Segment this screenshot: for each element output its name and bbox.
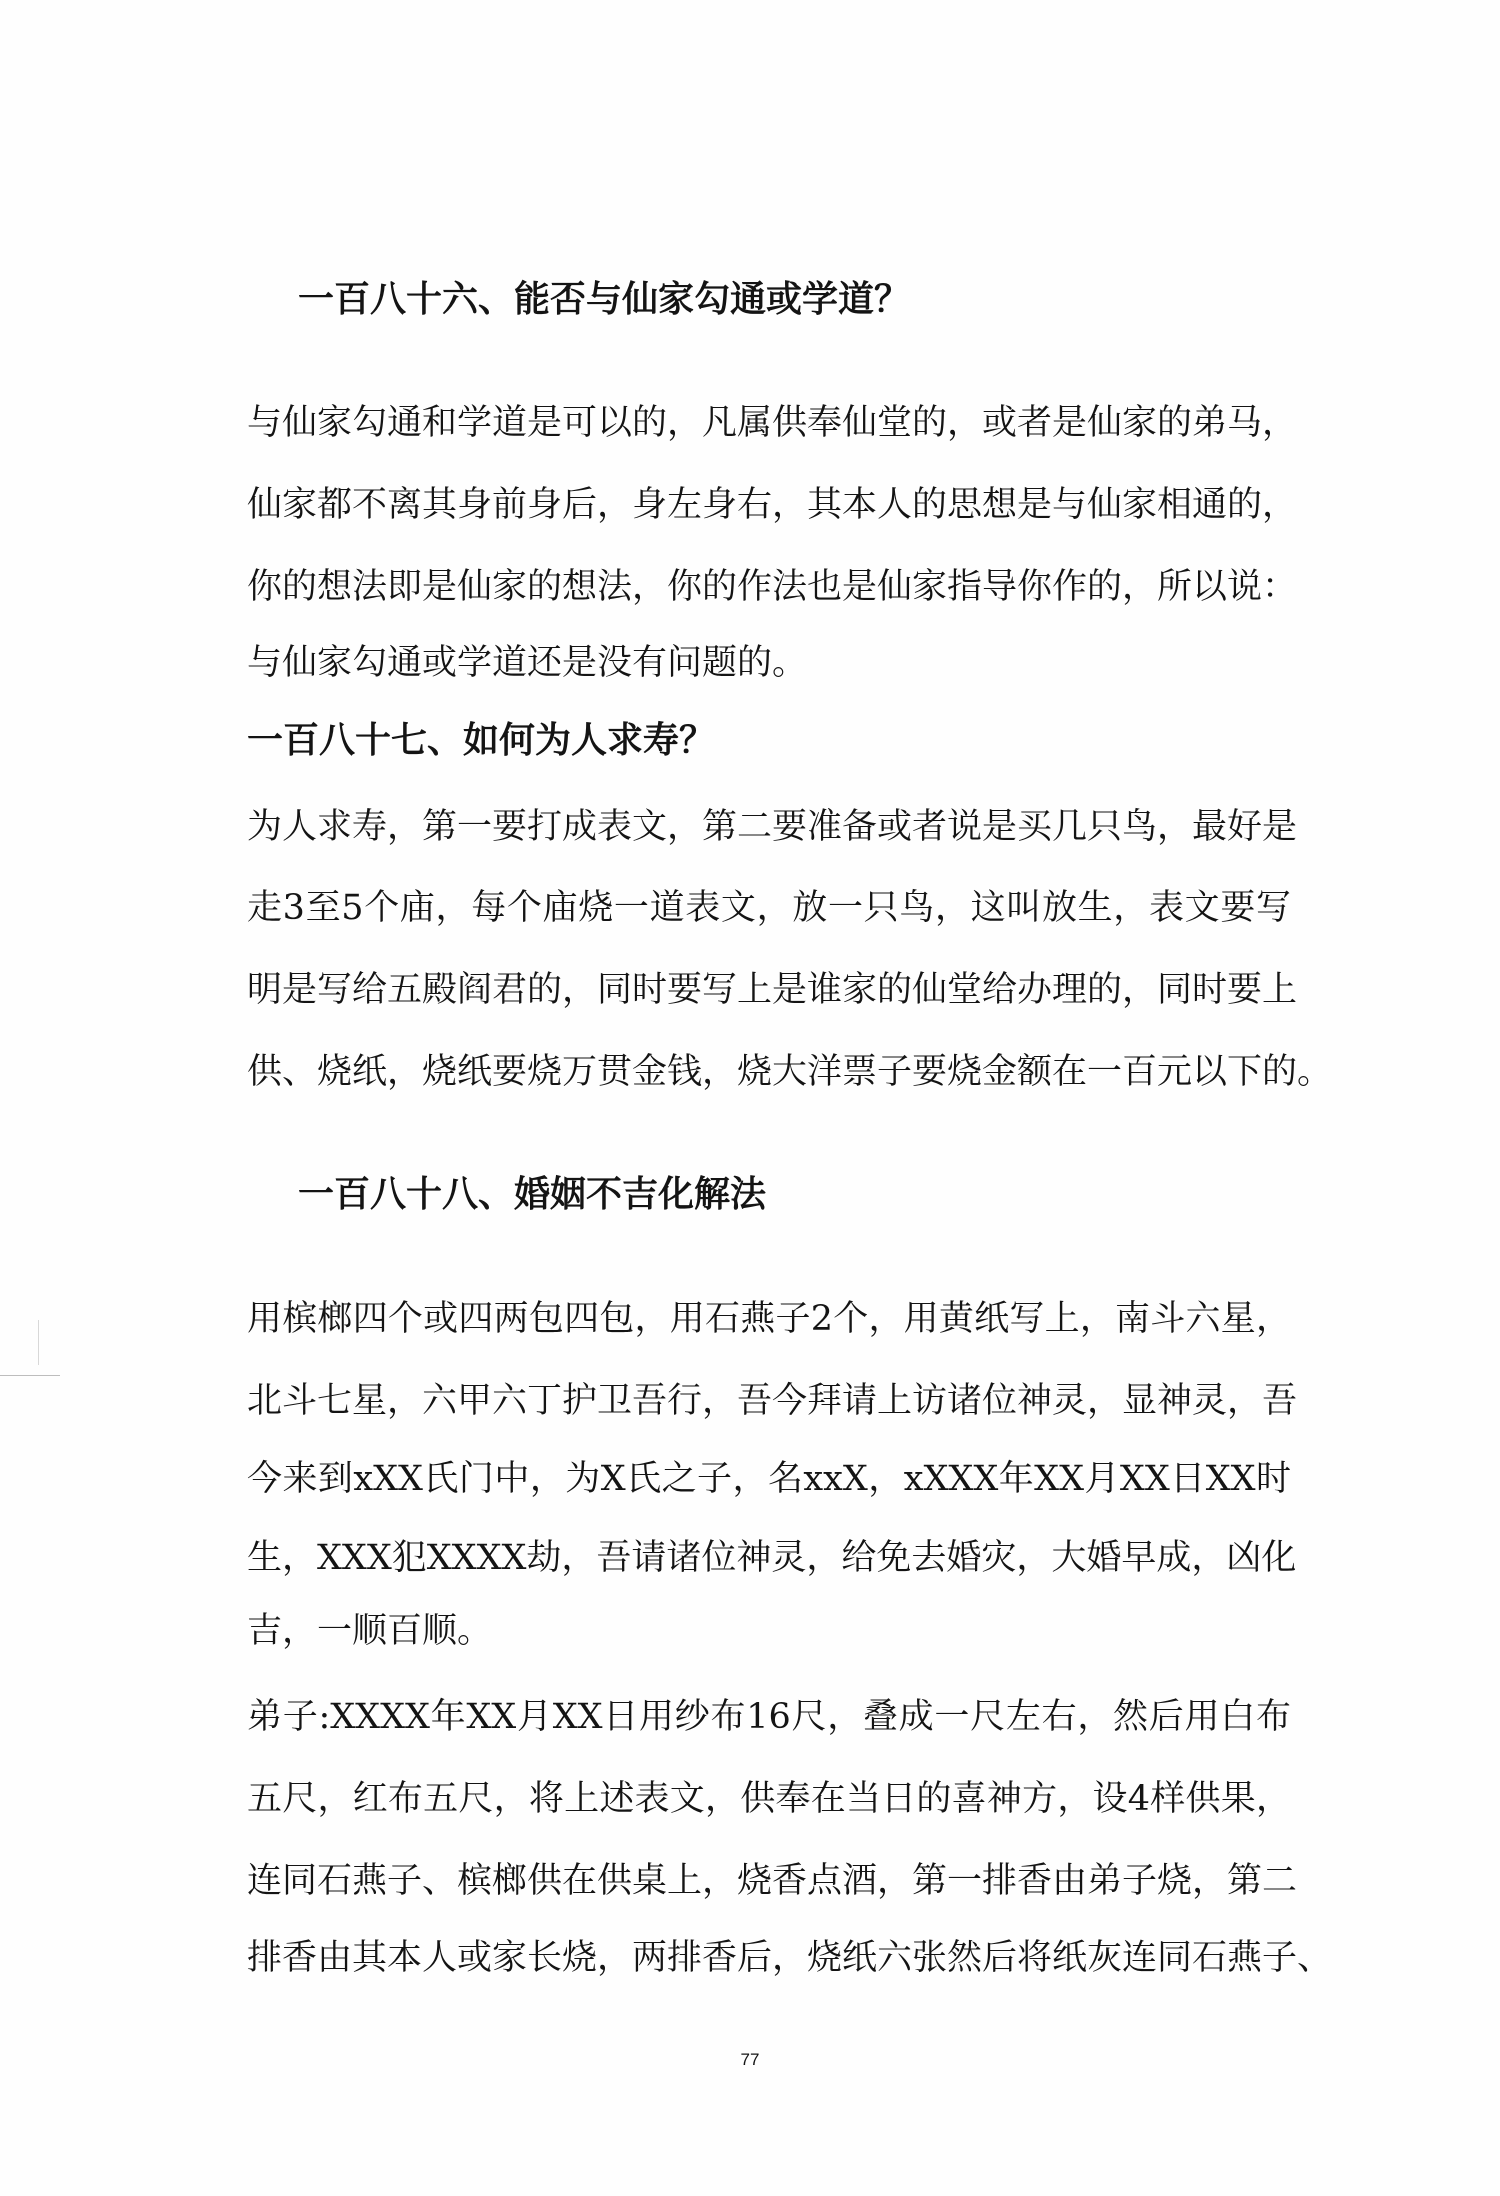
paragraph-line: 你的想法即是仙家的想法，你的作法也是仙家指导你作的，所以说：	[247, 567, 1298, 607]
paragraph-line: 弟子:XXXX年XX月XX日用纱布16尺，叠成一尺左右，然后用白布	[247, 1697, 1291, 1737]
paragraph-line: 五尺，红布五尺，将上述表文，供奉在当日的喜神方，设4样供果，	[247, 1779, 1291, 1819]
paragraph-line: 与仙家勾通或学道还是没有问题的。	[247, 643, 808, 683]
page-number: 77	[740, 2050, 760, 2069]
paragraph-line: 生，XXX犯XXXX劫，吾请诸位神灵，给免去婚灾，大婚早成，凶化	[247, 1538, 1297, 1578]
scan-mark	[0, 1375, 60, 1376]
paragraph-line: 仙家都不离其身前身后，身左身右，其本人的思想是与仙家相通的，	[247, 485, 1298, 525]
paragraph-line: 吉，一顺百顺。	[247, 1611, 493, 1651]
paragraph-line: 与仙家勾通和学道是可以的，凡属供奉仙堂的，或者是仙家的弟马，	[247, 403, 1298, 443]
scan-mark	[38, 1320, 39, 1365]
section-heading: 一百八十七、如何为人求寿？	[247, 719, 716, 761]
paragraph-line: 北斗七星，六甲六丁护卫吾行，吾今拜请上访诸位神灵，显神灵，吾	[247, 1381, 1298, 1421]
paragraph-line: 用槟榔四个或四两包四包，用石燕子2个，用黄纸写上，南斗六星，	[247, 1299, 1291, 1339]
section-heading: 一百八十八、婚姻不吉化解法	[298, 1173, 767, 1215]
paragraph-line: 今来到xXX氏门中，为X氏之子，名xxX，xXXX年XX月XX日XX时	[247, 1459, 1291, 1499]
paragraph-line: 明是写给五殿阎君的，同时要写上是谁家的仙堂给办理的，同时要上	[247, 970, 1298, 1010]
paragraph-line: 连同石燕子、槟榔供在供桌上，烧香点酒，第一排香由弟子烧，第二	[247, 1861, 1298, 1901]
paragraph-line: 供、烧纸，烧纸要烧万贯金钱，烧大洋票子要烧金额在一百元以下的。	[247, 1052, 1333, 1092]
paragraph-line: 排香由其本人或家长烧，两排香后，烧纸六张然后将纸灰连同石燕子、	[247, 1938, 1333, 1978]
paragraph-line: 为人求寿，第一要打成表文，第二要准备或者说是买几只鸟，最好是	[247, 807, 1298, 847]
section-heading: 一百八十六、能否与仙家勾通或学道？	[298, 278, 911, 320]
paragraph-line: 走3至5个庙，每个庙烧一道表文，放一只鸟，这叫放生，表文要写	[247, 888, 1291, 928]
